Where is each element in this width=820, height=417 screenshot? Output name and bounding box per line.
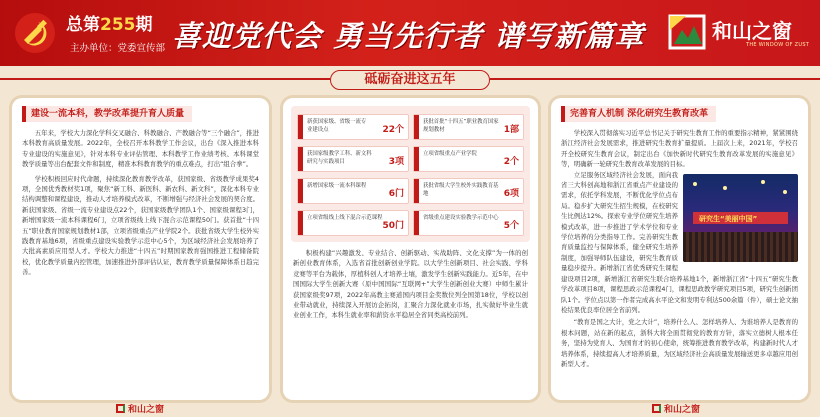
stat-label: 获国家级教学工科、新文科研究与实践项目 — [307, 151, 372, 165]
middle-panel — [283, 98, 538, 400]
stat-card — [297, 210, 409, 236]
right-paragraph-3: “教育是国之大计，党之大计”，培养什么人、怎样培养人、为谁培养人是教育的根本问题，站在新的起点，浙科大将全面贯彻党的教育方针，落实立德树人根本任务，坚持为党育人、为国育才的初心使命，统筹推进教育教学改革，构建新时代人才培养体系，持续提高人才培养质量，为区域经济社会高质量发展输送更多卓越应用创新型人才。 — [561, 318, 798, 368]
stat-label: 立项省级线上线下混合示范课程 — [307, 215, 383, 221]
stat-label: 获批省级大学生校外实践教育基地 — [423, 183, 499, 197]
mid-paragraph: 积极构建“兴趣激发、专业结合、创新驱动、实战助阵、文化支撑”为一体的创新创业教育体系，入选省首批创新创业学院。以大学生创新项目、社会实践、学科竞赛等平台为载体，厚植科创人才培养土壤，激发学生创新实践能力。近5年，在中国国际大学生创新大赛（原中国国际“互联网+”大学生创新创业大赛）中师生累计获国家级奖97项，2022年高教主赛道国内项目金奖数位列全国第18位，学校以创业带动就业，持续深入开展访企拓岗，汇聚合力深化就业市场，扎实做好毕业生就业创业工作，本科生就业率和薪资水平稳居全省同类高校前列。 — [293, 249, 528, 320]
right-panel-title: 完善育人机制 深化研究生教育改革 — [561, 106, 716, 122]
footer-logo-right: 和山之窗 — [652, 402, 700, 415]
left-paragraph-1: 五年来，学校大力深化学科交叉融合、科教融合、产教融合等“三个融合”，推进本科教育高质量发展。2022年，全校召开本科教学工作会议，出台《深入推进本科专业建设的实施意见》，针对本科专业评估管理、本科教学工作业绩考核、本科课堂教学质量等出台配套文件和制度，精准本科教育教学的重点难点，打出“组合拳”。 — [22, 129, 259, 169]
site-logo — [662, 6, 812, 56]
stat-label: 省级重点建设实验教学示范中心 — [423, 215, 499, 221]
stat-value: 1部 — [503, 125, 519, 135]
logo-title: 和山之窗 — [712, 19, 792, 43]
window-logo-icon — [116, 404, 125, 413]
left-paragraph-2: 学校积极回应时代命题，持续深化教育教学改革，获国家级、省级教学成果奖4项，全国优秀教材奖1项，聚焦“新工科、新医科、新农科、新文科”，深化本科专业结构调整和课程建设，推动人才培养模式改革，不断增强与经济社会发展的契合度。新获国家级、省级一流专业建设点22个，获国家级教学团队1个、国家级课程3门，新增国家级一流本科课程6门，立项省级线上线下混合示范课程50门。获首批“十四五”职业教育国家规划教材1部，立项省级重点产业学院2个。获批省级大学生校外实践教育基地6项，省级重点建设实验教学示范中心5个，为区域经济社会发展培养了大批高素质应用型人才。学校大力推进“十四五”时期国家教育强国推进工程储备院校，优化教学质量内控管理，加速推进外部评估认证，教育教学质量保障体系日趋完善。 — [22, 174, 259, 277]
right-panel — [551, 98, 808, 400]
stat-card — [297, 178, 409, 204]
stat-card — [413, 146, 524, 172]
left-panel — [12, 98, 269, 400]
logo-subtitle: THE WINDOW OF ZUST — [746, 42, 810, 48]
middle-panel-body — [293, 248, 528, 321]
section-banner — [0, 66, 820, 92]
left-panel-title: 建设一流本科，教学改革提升育人质量 — [22, 106, 192, 122]
header-banner — [0, 0, 820, 66]
window-logo-icon — [668, 12, 708, 52]
sponsor-text: 主办单位：党委宣传部 — [70, 43, 166, 54]
banner-line-right — [490, 78, 820, 80]
page-slogan: 喜迎党代会 勇当先行者 谱写新篇章 — [172, 19, 645, 53]
stat-value: 3项 — [388, 157, 404, 167]
stat-value: 22个 — [382, 125, 404, 135]
stat-label: 新增国家级一流本科课程 — [307, 183, 367, 189]
audience-crowd — [683, 232, 798, 262]
stat-value: 6门 — [388, 189, 404, 199]
stat-card — [413, 210, 524, 236]
party-emblem-icon — [14, 12, 56, 54]
stat-value: 6项 — [503, 189, 519, 199]
left-panel-body — [22, 128, 259, 278]
right-panel-body — [561, 128, 798, 369]
stat-label: 获批首批“十四五”职业教育国家规划教材 — [423, 119, 499, 133]
stat-card — [413, 178, 524, 204]
stat-value: 50门 — [382, 221, 404, 231]
window-logo-icon — [652, 404, 661, 413]
banner-line-left — [0, 78, 330, 80]
stat-card — [297, 114, 409, 140]
issue-number: 总第255期 — [66, 15, 153, 35]
stat-value: 2个 — [503, 157, 519, 167]
stat-card — [297, 146, 409, 172]
right-paragraph-2: 立足服务区域经济社会发展，面向我省三大科创高地和浙江省重点产业建设的需求，依托学科发展，不断优化学位点布局。稳步扩大研究生招生规模，在校研究生比例达12%。探索专业学位研究生培养模式改革，进一步推进了学术学位和专业学位培养的分类指导工作。完善研究生教育质量监控与保障体系，健全研究生培养制度，加强导师队伍建设，研究生教育质量稳步提升。新增浙江省优秀研究生课程建设项目2项，新增浙江省研究生联合培养基地1个，新增浙江省“十四五”研究生教学改革项目8项，课程思政示范课程4门，课程思政教学研究项目5项，研究生创新团队1个。学位点以第一作者完成高水平论文和发明专利达500余篇（件），硕士论文抽检结果优良率位居全省前列。 — [561, 170, 798, 314]
footer-logo-left: 和山之窗 — [116, 402, 164, 415]
stat-label: 立项省级重点产业学院 — [423, 151, 477, 157]
section-banner-title: 砥砺奋进这五年 — [330, 70, 490, 90]
stat-card — [413, 114, 524, 140]
graduate-event-photo — [683, 174, 798, 262]
right-paragraph-1: 学校深入贯彻落实习近平总书记关于研究生教育工作的重要指示精神，紧紧围绕浙江经济社会发展需求，推进研究生教育扩量提质。上届次上来，2021年，学校召开全校研究生教育会议，制定出台《加快新时代研究生教育改革发展的实施意见》等，明确新一轮研究生教育改革发展的目标。 — [561, 129, 798, 169]
stat-label: 新获国家级、省级一流专业建设点 — [307, 119, 367, 133]
photo-caption: 研究生“美丽中国” — [699, 214, 758, 223]
stats-grid — [291, 106, 530, 242]
stat-value: 5个 — [503, 221, 519, 231]
